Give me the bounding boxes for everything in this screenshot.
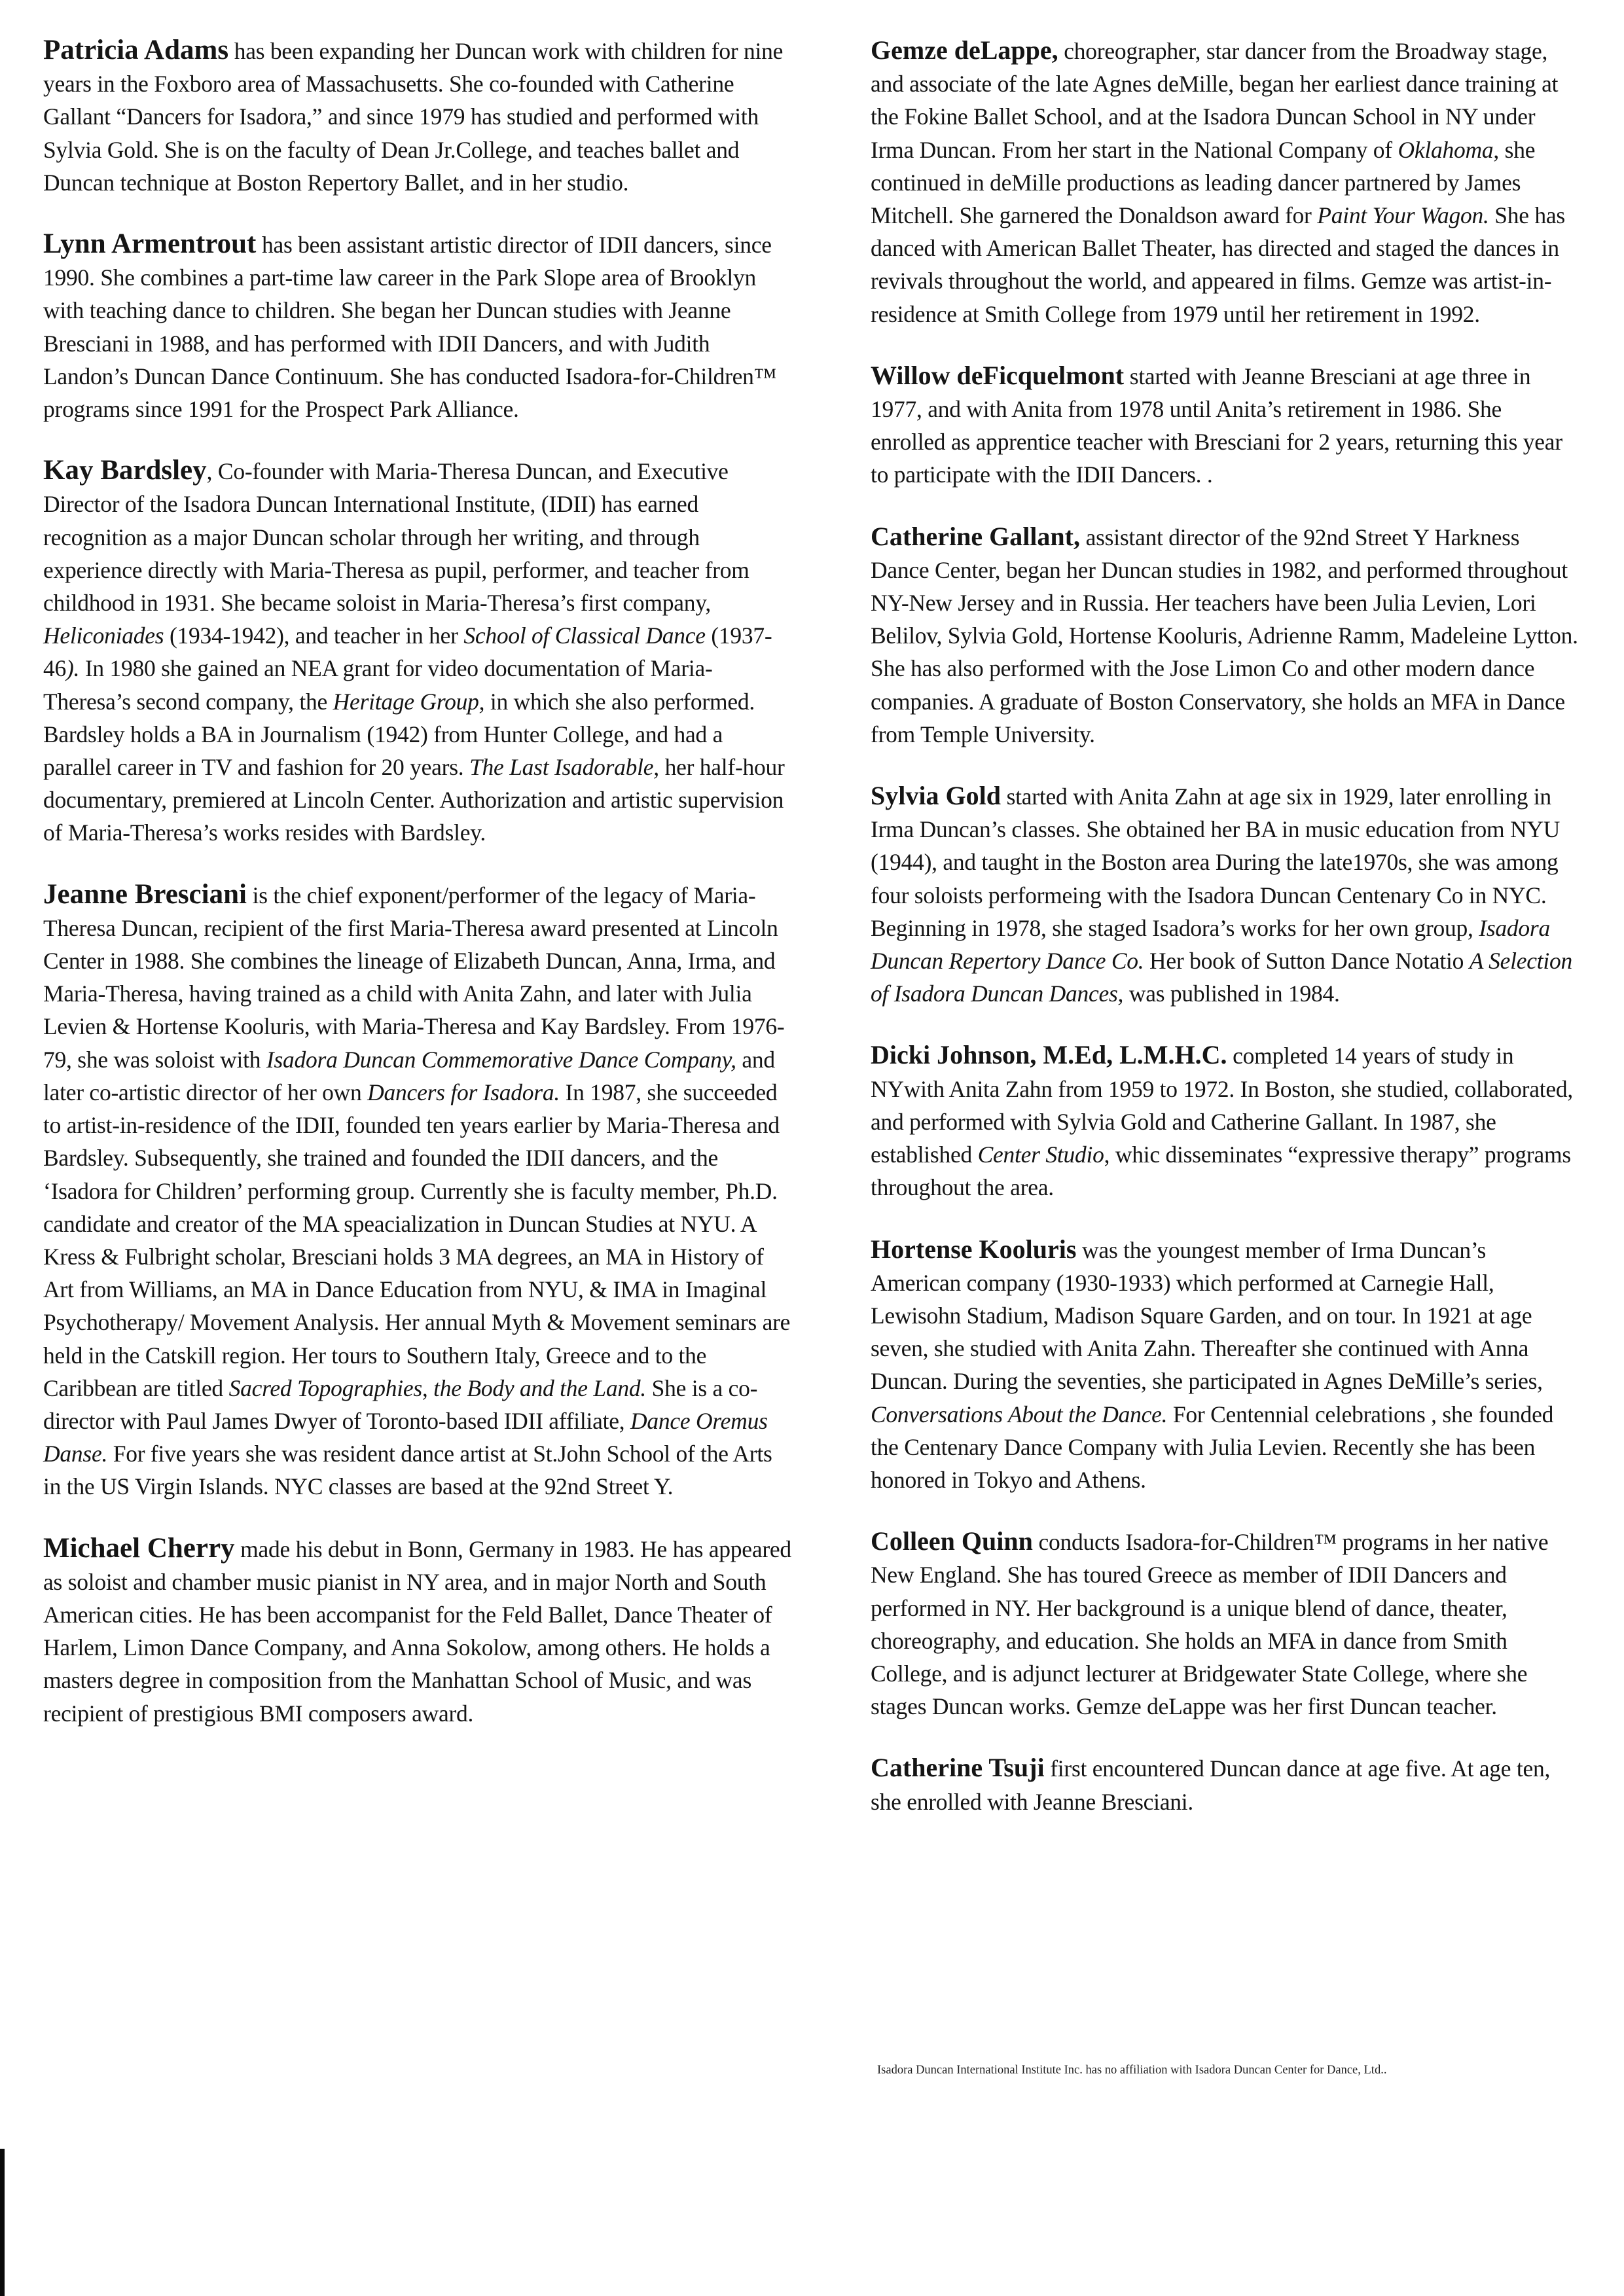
bio-text: conducts Isadora-for-Children™ programs in her native New England. She has toured Greece as member of IDII Dancers and performed in NY. Her background is a unique blend of dance, theater, choreography, and education. She holds an MFA in dance from Smith College, and is adjunct lecturer at Bridgewater State College, where she stages Duncan works. Gemze deLappe was her first Duncan teacher. — [871, 1529, 1549, 1720]
bio-text: started with Jeanne Bresciani at age three in 1977, and with Anita from 1978 until Anita’s retirement in 1986. She enrolled as apprentice teacher with Bresciani for 2 years, returning this year to participate with the IDII Dancers. . — [871, 363, 1562, 488]
bio-italic-title: Dancers for Isadora. — [367, 1079, 560, 1105]
bio-jeanne-bresciani — [43, 878, 795, 1503]
bio-name: Sylvia Gold — [871, 781, 1001, 811]
bio-text: completed 14 years of study in NYwith Anita Zahn from 1959 to 1972. In Boston, she studied, collaborated, and performed with Sylvia Gold and Catherine Gallant. In 1987, she established — [871, 1043, 1573, 1168]
bio-text: assistant director of the 92nd Street Y Harkness Dance Center, began her Duncan studies in 1982, and performed throughout NY-New Jersey and in Russia. Her teachers have been Julia Levien, Lori Belilov, Sylvia Gold, Hortense Kooluris, Adrienne Ramm, Madeleine Lytton. She has also performed with the Jose Limon Co and other modern dance companies. A graduate of Boston Conservatory, she holds an MFA in Dance from Temple University. — [871, 524, 1578, 747]
bio-text: made his debut in Bonn, Germany in 1983. He has appeared as soloist and chamber music pianist in NY area, and in major North and South American cities. He has been accompanist for the Feld Ballet, Dance Theater of Harlem, Limon Dance Company, and Anna Sokolow, among others. He holds a masters degree in composition from the Manhattan School of Music, and was recipient of prestigious BMI composers award. — [43, 1535, 791, 1727]
bio-michael-cherry — [43, 1532, 795, 1730]
bio-kay-bardsley — [43, 454, 795, 849]
bio-colleen-quinn — [871, 1525, 1579, 1723]
bio-italic-title: Conversations About the Dance. — [871, 1401, 1168, 1427]
bio-text: For Centennial celebrations , she founded the Centenary Dance Company with Julia Levien. Recently she has been honored in Tokyo and Athens. — [871, 1401, 1554, 1493]
bio-catherine-gallant — [871, 520, 1579, 751]
scan-edge-mark — [0, 2149, 5, 2296]
bio-gemze-delappe — [871, 34, 1579, 331]
bio-text: her half-hour documentary, premiered at Lincoln Center. Authorization and artistic supervision of Maria-Theresa’s works resides with Bardsley. — [43, 754, 785, 846]
bio-italic-title: The Last Isadorable, — [469, 754, 659, 781]
left-column — [43, 34, 795, 1730]
bio-text: and later co-artistic director of her own — [43, 1046, 775, 1105]
bio-lynn-armentrout — [43, 228, 795, 425]
bio-italic-title: Heliconiades — [43, 622, 164, 649]
bio-name: Catherine Gallant, — [871, 521, 1080, 551]
bio-text: has been expanding her Duncan work with children for nine years in the Foxboro area of Massachusetts. She co-founded with Catherine Gallant “Dancers for Isadora,” and since 1979 has studied and performed with Sylvia Gold. She is on the faculty of Dean Jr.College, and teaches ballet and Duncan technique at Boston Repertory Ballet, and in her studio. — [43, 38, 784, 196]
bio-text: Her book of Sutton Dance Notatio — [1144, 948, 1470, 975]
bio-italic-title: School of Classical Dance — [463, 622, 706, 649]
bio-name: Catherine Tsuji — [871, 1753, 1045, 1783]
bio-text: started with Anita Zahn at age six in 1929, later enrolling in Irma Duncan’s classes. She obtained her BA in music education from NYU (1944), and taught in the Boston area During the late1970s, she was among four soloists performeing with the Isadora Duncan Centenary Co in NYC. Beginning in 1978, she staged Isadora’s works for her own group, — [871, 783, 1561, 941]
bio-text: , Co-founder with Maria-Theresa Duncan, and Executive Director of the Isadora Duncan International Institute, (IDII) has earned recognition as a major Duncan scholar through her writing, and through experience directly with Maria-Theresa as pupil, performer, and teacher from childhood in 1931. She became soloist in Maria-Theresa’s first company, — [43, 458, 749, 617]
bio-italic-title: Oklahoma — [1398, 136, 1494, 163]
bio-catherine-tsuji — [871, 1751, 1579, 1818]
affiliation-disclaimer: Isadora Duncan International Institute Inc. has no affiliation with Isadora Duncan Center for Dance, Ltd.. — [877, 2064, 1387, 2077]
bio-italic-title: Isadora Duncan Commemorative Dance Company, — [266, 1046, 736, 1073]
bio-text: In 1980 she gained an NEA grant for video documentation of Maria-Theresa’s second company, the — [43, 655, 713, 715]
bio-text: choreographer, star dancer from the Broadway stage, and associate of the late Agnes deMille, began her earliest dance training at the Fokine Ballet School, and at the Isadora Duncan School in NY under Irma Duncan. From her start in the National Company of — [871, 38, 1559, 163]
bio-name: Michael Cherry — [43, 1532, 235, 1564]
bio-text: was published in 1984. — [1123, 980, 1340, 1007]
bio-italic-title: ). — [66, 655, 80, 682]
bio-name: Hortense Kooluris — [871, 1234, 1077, 1264]
bio-italic-title: A Selection of Isadora Duncan Dances, — [871, 948, 1572, 1007]
bio-dicki-johnson-m-ed-l-m-h-c — [871, 1039, 1579, 1204]
bio-text: first encountered Duncan dance at age five. At age ten, she enrolled with Jeanne Bresciani. — [871, 1755, 1551, 1815]
bio-name: Jeanne Bresciani — [43, 878, 247, 910]
bio-text: (1934-1942), and teacher in her — [164, 622, 464, 649]
bio-text: in which she also performed. Bardsley holds a BA in Journalism (1942) from Hunter College, and had a parallel career in TV and fashion for 20 years. — [43, 688, 755, 781]
bio-text: , she continued in deMille productions as leading dancer partnered by James Mitchell. She garnered the Donaldson award for — [871, 136, 1536, 229]
bio-text: She is a co-director with Paul James Dwyer of Toronto-based IDII affiliate, — [43, 1374, 758, 1434]
bio-italic-title: Center Studio — [977, 1141, 1104, 1168]
bio-italic-title: Isadora Duncan Repertory Dance Co. — [871, 914, 1550, 975]
bio-italic-title: Heritage Group, — [333, 688, 485, 715]
bio-text: She has danced with American Ballet Theater, has directed and staged the dances in revivals throughout the world, and appeared in films. Gemze was artist-in-residence at Smith College from 1979 until her retirement in 1992. — [871, 202, 1565, 327]
bio-hortense-kooluris — [871, 1233, 1579, 1497]
bio-text: For five years she was resident dance artist at St.John School of the Arts in the US Virgin Islands. NYC classes are based at the 92nd Street Y. — [43, 1441, 772, 1500]
bio-patricia-adams — [43, 34, 795, 199]
right-column — [871, 34, 1579, 1818]
bio-name: Willow deFicquelmont — [871, 360, 1125, 390]
bio-italic-title: Dance Oremus Danse. — [43, 1407, 768, 1467]
bio-name: Dicki Johnson, M.Ed, L.M.H.C. — [871, 1040, 1227, 1070]
bio-willow-deficquelmont — [871, 359, 1579, 492]
bio-text: In 1987, she succeeded to artist-in-residence of the IDII, founded ten years earlier by Maria-Theresa and Bardsley. Subsequently, she trained and founded the IDII dancers, and the ‘Isadora for Children’ performing group. Currently she is faculty member, Ph.D. candidate and creator of the MA speacialization in Duncan Studies at NYU. A Kress & Fulbright scholar, Bresciani holds 3 MA degrees, an MA in History of Art from Williams, an MA in Dance Education from NYU, & IMA in Imaginal Psychotherapy/ Movement Analysis. Her annual Myth & Movement seminars are held in the Catskill region. Her tours to Southern Italy, Greece and to the Caribbean are titled — [43, 1079, 791, 1401]
bio-text: has been assistant artistic director of IDII dancers, since 1990. She combines a part-time law career in the Park Slope area of Brooklyn with teaching dance to children. She began her Duncan studies with Jeanne Bresciani in 1988, and has performed with IDII Dancers, and with Judith Landon’s Duncan Dance Continuum. She has conducted Isadora-for-Children™ programs since 1991 for the Prospect Park Alliance. — [43, 232, 777, 423]
bio-italic-title: Sacred Topographies, the Body and the Land. — [228, 1374, 646, 1401]
bio-name: Kay Bardsley — [43, 455, 207, 486]
bio-text: was the youngest member of Irma Duncan’s American company (1930-1933) which performed at Carnegie Hall, Lewisohn Stadium, Madison Square Garden, and on tour. In 1921 at age seven, she studied with Anita Zahn. Thereafter she continued with Anna Duncan. During the seventies, she participated in Agnes DeMille’s series, — [871, 1236, 1543, 1395]
bio-name: Lynn Armentrout — [43, 228, 257, 260]
bio-name: Patricia Adams — [43, 35, 229, 65]
bio-name: Colleen Quinn — [871, 1526, 1033, 1556]
bio-italic-title: Paint Your Wagon. — [1317, 202, 1489, 229]
bio-text: (1937-46 — [43, 622, 772, 682]
bio-sylvia-gold — [871, 780, 1579, 1010]
bio-text: , whic disseminates “expressive therapy” programs throughout the area. — [871, 1141, 1571, 1201]
bio-name: Gemze deLappe, — [871, 35, 1058, 65]
bio-text: is the chief exponent/performer of the legacy of Maria-Theresa Duncan, recipient of the first Maria-Theresa award presented at Lincoln Center in 1988. She combines the lineage of Elizabeth Duncan, Anna, Irma, and Maria-Theresa, having trained as a child with Anita Zahn, and later with Julia Levien & Hortense Kooluris, with Maria-Theresa and Kay Bardsley. From 1976-79, she was soloist with — [43, 882, 785, 1073]
